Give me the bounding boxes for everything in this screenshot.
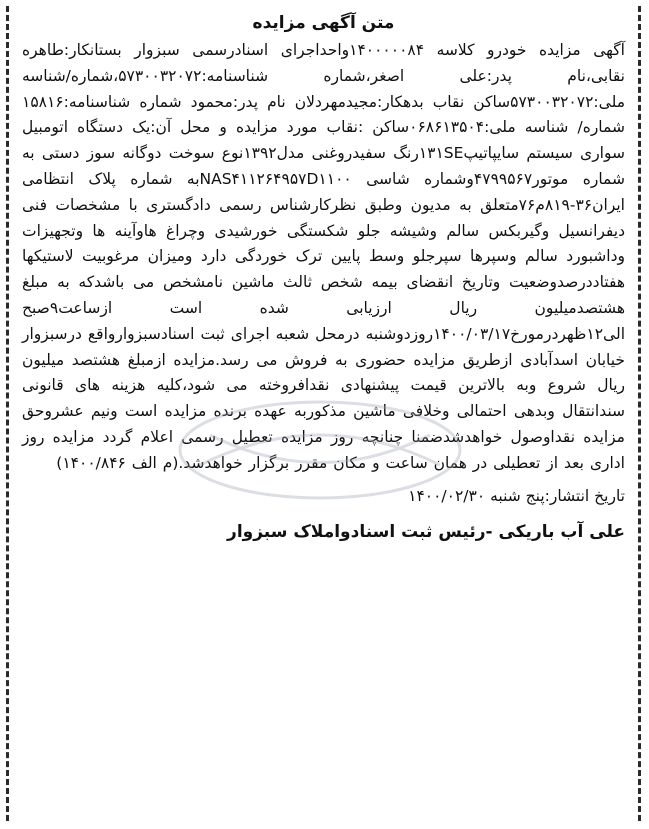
notice-reference: (م الف ۱۴۰۰/۸۴۶) [56, 453, 179, 472]
publication-date: تاریخ انتشار:پنج شنبه ۱۴۰۰/۰۲/۳۰ [408, 486, 625, 505]
notice-body-text: آگهی مزایده خودرو کلاسه ۱۴۰۰۰۰۰۸۴واحداجرای اسنادرسمی سبزوار بستانکار:طاهره نقابی،نام پدر:علی اصغر،شماره شناسنامه:۵۷۳۰۰۳۲۰۷۲،شماره/شناسه ملی:۵۷۳۰۰۳۲۰۷۲ساکن نقاب بدهکار:مجیدمهردلان نام پدر:محمود شماره شناسنامه:۱۵۸۱۶ شماره/ شناسه ملی:۰۶۸۶۱۳۵۰۴ساکن :نقاب مورد مزایده و محل آن:یک دستگاه اتومبیل سواری سیستم سایپاتیپ۱۳۱SEرنگ سفیدروغنی مدل۱۳۹۲نوع سوخت دوگانه سوز دستی به شماره موتور۴۷۹۹۵۶۷وشماره شاسی NAS۴۱۱۲۶۴۹۵۷D۱۱۰۰به شماره پلاک انتظامی ایران۳۶-۸۱۹م۷۶متعلق به مدیون وطبق نظرکارشناس رسمی دادگستری با مشخصات فنی دیفرانسیل وگیربکس سالم وشیشه جلو شکستگی خورشیدی وچراغ هاوآینه ها وتجهیزات وداشبورد سالم وسپرها سپرجلو وسط پایین ترک خوردگی دارد ومیزان مرغوبیت لاستیکها هفتادد‌رصدوضعیت وتاریخ انقضای بیمه شخص ثالث ماشین نامشخص می باشدکه به مبلغ هشتصدمیلیون ریال ارزیابی شده است ازساعت۹صبح الی۱۲ظهردرمورخ۱۴۰۰/۰۳/۱۷روزدوشنبه درمحل شعبه اجرای ثبت اسنادسبزوارواقع درسبزوار خیابان اسدآبادی ازطریق مزایده حضوری به فروش می رسد.مزایده ازمبلغ هشتصد میلیون ریال شروع وبه بالاترین قیمت پیشنهادی نقدافروخته می شود،کلیه هزینه های قانونی سندانتقال وبدهی احتمالی وخلافی ماشین مذکوربه عهده برنده مزایده است ونیم عشروحق مزایده نقداوصول خواهدشدضمنا چنانچه روز مزایده تعطیل رسمی اعلام گردد مزایده روز اداری بعد از تعطیلی در همان ساعت و مکان مقرر برگزار خواهدشد. [22, 41, 626, 472]
signature-line: علی آب باریکی -رئیس ثبت اسنادواملاک سبزوار [227, 521, 625, 542]
auction-notice [14, 8, 635, 820]
notice-body [22, 38, 625, 477]
notice-title: متن آگهی مزایده [252, 13, 395, 33]
